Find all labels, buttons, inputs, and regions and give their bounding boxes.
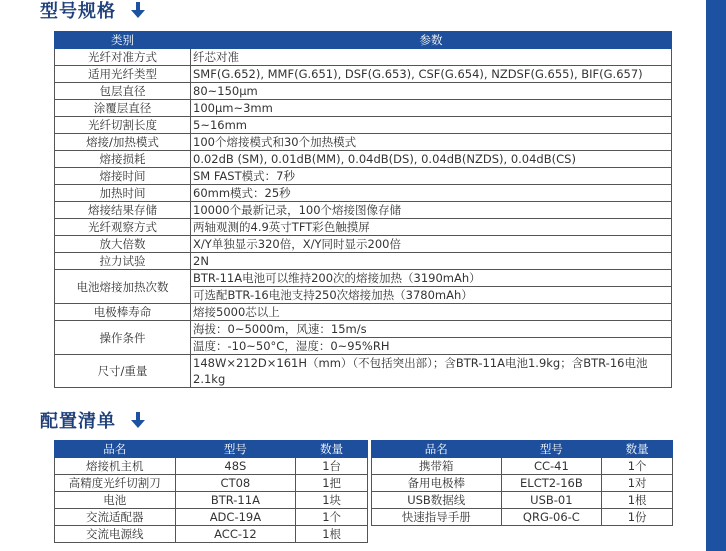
config-item-model: QRG-06-C: [501, 509, 602, 526]
config-header-qty: 数量: [296, 441, 368, 458]
spec-category: 熔接/加热模式: [55, 134, 191, 151]
spec-category: 熔接时间: [55, 168, 191, 185]
config-title-text: 配置清单: [40, 411, 116, 432]
config-item-qty: 1个: [602, 458, 673, 475]
spec-row: [55, 83, 672, 100]
spec-value: 5~16mm: [191, 117, 672, 134]
config-header-name: 品名: [55, 441, 176, 458]
section-title-config: [40, 407, 145, 433]
spec-category: 熔接损耗: [55, 151, 191, 168]
spec-value: SMF(G.652), MMF(G.651), DSF(G.653), CSF(G.654), NZDSF(G.655), BIF(G.657): [191, 66, 672, 83]
spec-category: 熔接结果存储: [55, 202, 191, 219]
config-header-model: 型号: [175, 441, 296, 458]
spec-value: 海拔：0~5000m，风速：15m/s: [191, 321, 672, 338]
spec-category: 尺寸/重量: [55, 355, 191, 388]
spec-category: 适用光纤类型: [55, 66, 191, 83]
config-item-model: BTR-11A: [175, 492, 296, 509]
config-item-name: 高精度光纤切割刀: [55, 475, 176, 492]
config-item-name: 交流适配器: [55, 509, 176, 526]
spec-value: 2N: [191, 253, 672, 270]
config-item-qty: 1把: [296, 475, 368, 492]
config-header-model: 型号: [501, 441, 602, 458]
spec-value: X/Y单独显示320倍，X/Y同时显示200倍: [191, 236, 672, 253]
spec-category: 操作条件: [55, 321, 191, 355]
config-item-qty: 1台: [296, 458, 368, 475]
spec-category: 光纤观察方式: [55, 219, 191, 236]
spec-category: 加热时间: [55, 185, 191, 202]
spec-category: 电极棒寿命: [55, 304, 191, 321]
config-item-model: ADC-19A: [175, 509, 296, 526]
spec-row: [55, 66, 672, 83]
config-row: [55, 475, 368, 492]
spec-value: 熔接5000芯以上: [191, 304, 672, 321]
config-row: [55, 509, 368, 526]
config-row: [372, 509, 673, 526]
config-row: [372, 492, 673, 509]
config-item-model: ELCT2-16B: [501, 475, 602, 492]
spec-header-category: 类别: [55, 32, 191, 49]
config-item-qty: 1个: [296, 509, 368, 526]
arrow-down-icon: [131, 412, 145, 429]
config-item-model: 48S: [175, 458, 296, 475]
spec-row: [55, 168, 672, 185]
config-item-name: 携带箱: [372, 458, 502, 475]
spec-value: 100个熔接模式和30个加热模式: [191, 134, 672, 151]
spec-value: 两轴观测的4.9英寸TFT彩色触摸屏: [191, 219, 672, 236]
spec-row: [55, 304, 672, 321]
spec-category: 光纤对准方式: [55, 49, 191, 66]
config-row: [55, 492, 368, 509]
config-row: [55, 458, 368, 475]
spec-row: [55, 253, 672, 270]
config-row: [55, 526, 368, 543]
spec-row: [55, 134, 672, 151]
config-item-name: 备用电极棒: [372, 475, 502, 492]
config-item-qty: 1根: [296, 526, 368, 543]
spec-row: [55, 321, 672, 338]
config-item-qty: 1块: [296, 492, 368, 509]
spec-category: 拉力试验: [55, 253, 191, 270]
spec-row: [55, 236, 672, 253]
spec-value: 10000个最新记录，100个熔接图像存储: [191, 202, 672, 219]
section-title-specs: [40, 0, 145, 23]
spec-header-row: [55, 32, 672, 49]
spec-value: 可选配BTR-16电池支持250次熔接加热（3780mAh）: [191, 287, 672, 304]
spec-row: [55, 100, 672, 117]
spec-row: [55, 202, 672, 219]
config-item-model: USB-01: [501, 492, 602, 509]
spec-value: 60mm模式：25秒: [191, 185, 672, 202]
config-header-name: 品名: [372, 441, 502, 458]
config-left-header-row: [55, 441, 368, 458]
config-header-qty: 数量: [602, 441, 673, 458]
spec-row: [55, 117, 672, 134]
config-table-left: [54, 440, 368, 543]
spec-value: SM FAST模式：7秒: [191, 168, 672, 185]
config-item-name: 快速指导手册: [372, 509, 502, 526]
spec-category: 包层直径: [55, 83, 191, 100]
specs-title-text: 型号规格: [40, 1, 116, 22]
config-row: [372, 458, 673, 475]
config-item-name: USB数据线: [372, 492, 502, 509]
config-item-name: 交流电源线: [55, 526, 176, 543]
spec-value: 0.02dB (SM), 0.01dB(MM), 0.04dB(DS), 0.04dB(NZDS), 0.04dB(CS): [191, 151, 672, 168]
decorative-side-band: [706, 0, 726, 551]
spec-value: BTR-11A电池可以维持200次的熔接加热（3190mAh）: [191, 270, 672, 287]
spec-category: 涂覆层直径: [55, 100, 191, 117]
spec-row: [55, 270, 672, 287]
spec-value: 温度：-10~50°C，湿度：0~95%RH: [191, 338, 672, 355]
config-item-qty: 1份: [602, 509, 673, 526]
spec-header-params: 参数: [191, 32, 672, 49]
spec-row: [55, 355, 672, 388]
config-item-model: CC-41: [501, 458, 602, 475]
spec-row: [55, 185, 672, 202]
config-item-name: 电池: [55, 492, 176, 509]
spec-value: 80~150μm: [191, 83, 672, 100]
config-row: [372, 475, 673, 492]
config-item-name: 熔接机主机: [55, 458, 176, 475]
spec-row: [55, 151, 672, 168]
config-item-model: CT08: [175, 475, 296, 492]
spec-value: 纤芯对准: [191, 49, 672, 66]
spec-row: [55, 49, 672, 66]
config-right-header-row: [372, 441, 673, 458]
spec-table: [54, 31, 672, 388]
config-item-qty: 1对: [602, 475, 673, 492]
spec-category: 放大倍数: [55, 236, 191, 253]
config-table-right: [371, 440, 673, 526]
arrow-down-icon: [131, 2, 145, 19]
spec-row: [55, 219, 672, 236]
config-item-qty: 1根: [602, 492, 673, 509]
spec-value: 148W×212D×161H（mm）（不包括突出部）；含BTR-11A电池1.9kg；含BTR-16电池2.1kg: [191, 355, 672, 388]
spec-category: 光纤切割长度: [55, 117, 191, 134]
spec-value: 100μm~3mm: [191, 100, 672, 117]
config-item-model: ACC-12: [175, 526, 296, 543]
spec-category: 电池熔接加热次数: [55, 270, 191, 304]
